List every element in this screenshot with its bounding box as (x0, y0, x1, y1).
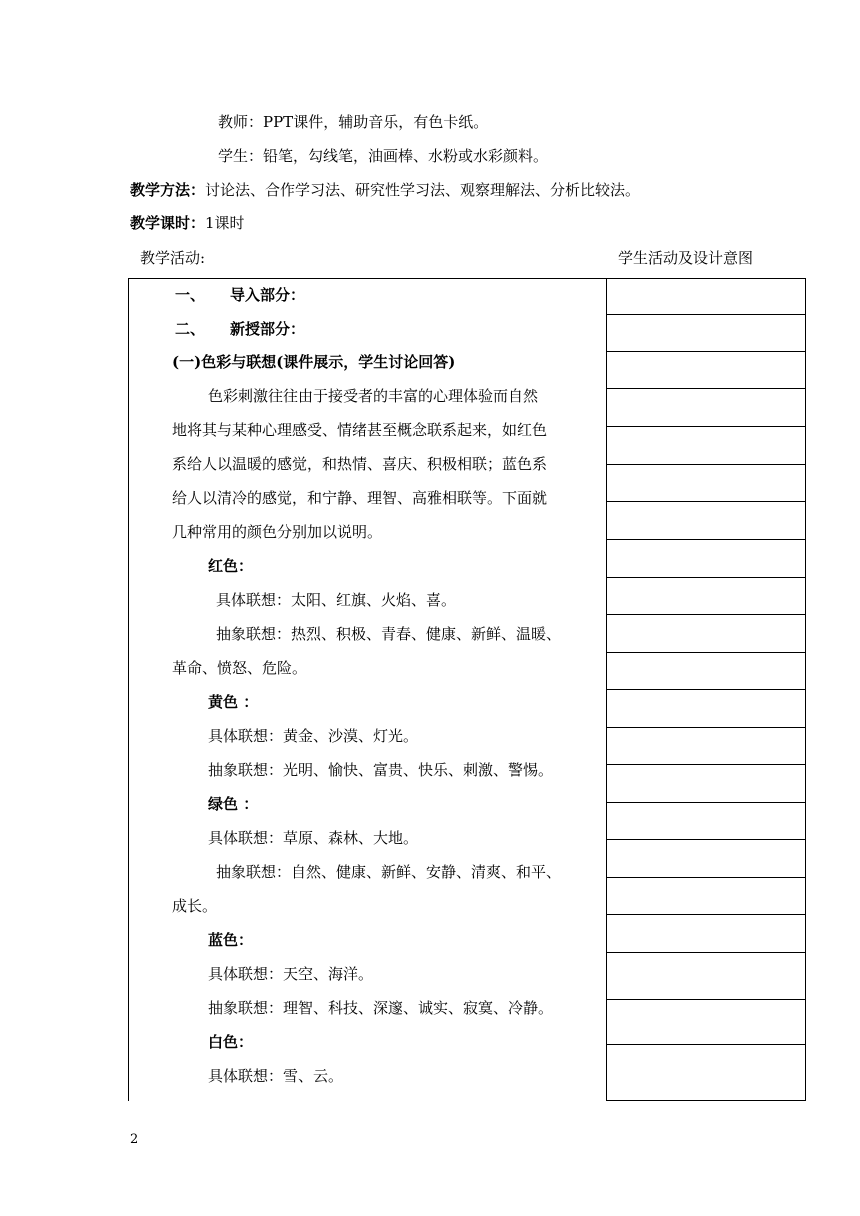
paragraph-line: 给人以清冷的感觉，和宁静、理智、高雅相联等。下面就 (172, 489, 548, 507)
row-divider (606, 689, 806, 690)
row-divider (606, 727, 806, 728)
student-materials-line: 学生：铅笔，勾线笔，油画棒、水粉或水彩颜料。 (218, 147, 549, 165)
row-divider (606, 539, 806, 540)
paragraph-line: 几种常用的颜色分别加以说明。 (172, 523, 383, 541)
green-title: 绿色 ： (208, 795, 259, 813)
row-divider (606, 577, 806, 578)
blue-concrete: 具体联想：天空、海洋。 (208, 965, 374, 983)
red-title: 红色： (208, 557, 254, 575)
white-title: 白色： (208, 1033, 254, 1051)
teaching-method-label: 教学方法： (130, 181, 206, 199)
red-abstract-cont: 革命、愤怒、危险。 (172, 659, 308, 677)
red-abstract: 抽象联想：热烈、积极、青春、健康、新鲜、温暖、 (216, 625, 562, 643)
red-concrete: 具体联想：太阳、红旗、火焰、喜。 (216, 591, 457, 609)
section-one-title: 导入部分： (230, 286, 306, 304)
teaching-hours (130, 213, 245, 233)
row-divider (606, 426, 806, 427)
teaching-method-text: 讨论法、合作学习法、研究性学习法、观察理解法、分析比较法。 (205, 181, 641, 199)
teaching-hours-label: 教学课时： (130, 214, 206, 232)
row-divider (606, 614, 806, 615)
teaching-method (130, 180, 640, 200)
row-divider (606, 464, 806, 465)
teaching-hours-text: 1课时 (205, 214, 245, 232)
teaching-activity-header: 教学活动: (140, 249, 206, 267)
row-divider (606, 914, 806, 915)
section-one-number: 一、 (175, 286, 206, 304)
blue-title: 蓝色： (208, 931, 254, 949)
row-divider (606, 501, 806, 502)
paragraph-line: 地将其与某种心理感受、情绪甚至概念联系起来，如红色 (172, 421, 548, 439)
section-two-number: 二、 (175, 320, 206, 338)
yellow-abstract: 抽象联想：光明、愉快、富贵、快乐、刺激、警惕。 (208, 761, 554, 779)
green-abstract: 抽象联想：自然、健康、新鲜、安静、清爽、和平、 (216, 863, 562, 881)
row-divider (606, 351, 806, 352)
row-divider (606, 952, 806, 953)
section-two-title: 新授部分： (230, 320, 306, 338)
blue-abstract: 抽象联想：理智、科技、深邃、诚实、寂寞、冷静。 (208, 999, 554, 1017)
green-abstract-cont: 成长。 (172, 897, 218, 915)
row-divider (606, 839, 806, 840)
subsection-color-association: (一)色彩与联想(课件展示，学生讨论回答) (172, 353, 456, 371)
row-divider (606, 314, 806, 315)
paragraph-line: 系给人以温暖的感觉，和热情、喜庆、积极相联；蓝色系 (172, 455, 548, 473)
row-divider (606, 764, 806, 765)
paragraph-line: 色彩刺激往往由于接受者的丰富的心理体验而自然 (208, 387, 539, 405)
page-number: 2 (130, 1132, 139, 1147)
row-divider (606, 802, 806, 803)
row-divider (606, 999, 806, 1000)
teacher-materials-line: 教师：PPT课件，辅助音乐，有色卡纸。 (218, 113, 489, 131)
row-divider (606, 388, 806, 389)
yellow-concrete: 具体联想：黄金、沙漠、灯光。 (208, 727, 419, 745)
green-concrete: 具体联想：草原、森林、大地。 (208, 829, 419, 847)
row-divider (606, 877, 806, 878)
white-concrete: 具体联想：雪、云。 (208, 1067, 344, 1085)
yellow-title: 黄色 ： (208, 693, 259, 711)
student-activity-header: 学生活动及设计意图 (618, 249, 754, 267)
row-divider (606, 652, 806, 653)
row-divider (606, 1044, 806, 1045)
